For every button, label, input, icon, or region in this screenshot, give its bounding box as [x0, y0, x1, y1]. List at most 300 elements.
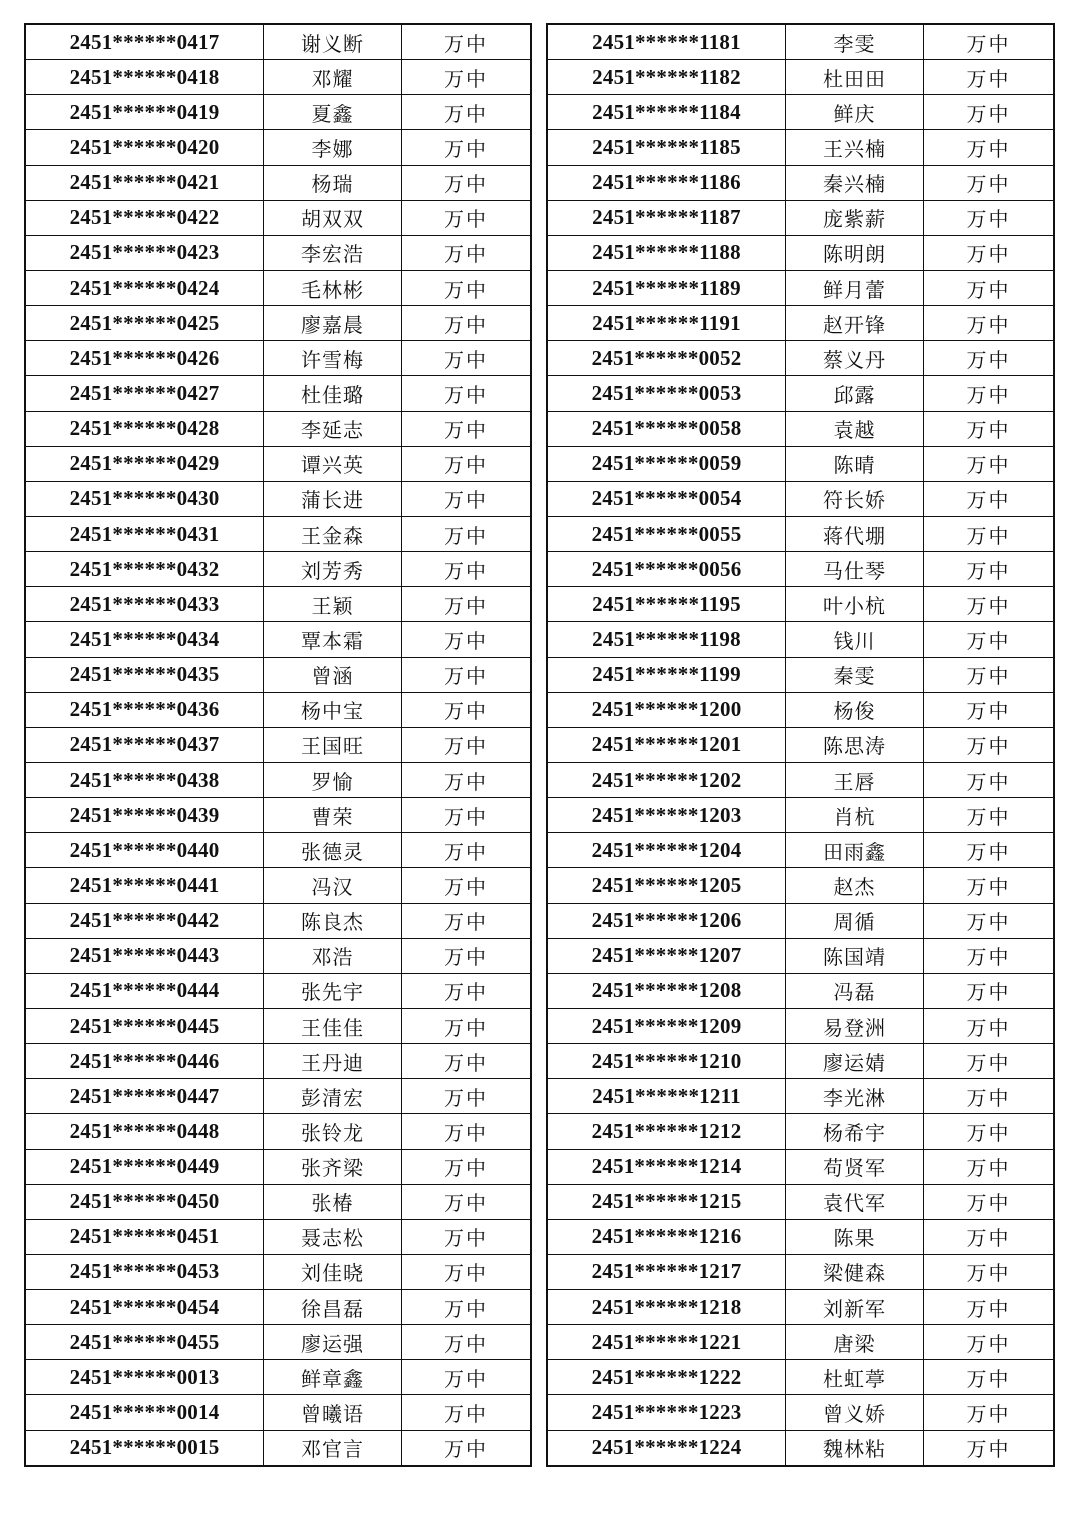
table-row [25, 1219, 531, 1254]
student-id-cell: 2451******0433 [25, 587, 264, 622]
student-id-cell: 2451******0055 [547, 516, 786, 551]
student-id-cell: 2451******1195 [547, 587, 786, 622]
school-cell: 万中 [924, 376, 1055, 411]
table-row [547, 798, 1054, 833]
student-name-cell: 李光淋 [786, 1079, 924, 1114]
student-name-cell: 曾曦语 [264, 1395, 402, 1430]
student-name-cell: 邓浩 [264, 938, 402, 973]
left-roster-table [24, 23, 532, 1467]
table-row [547, 552, 1054, 587]
student-id-cell: 2451******1200 [547, 692, 786, 727]
student-id-cell: 2451******0430 [25, 481, 264, 516]
student-name-cell: 曾义娇 [786, 1395, 924, 1430]
student-id-cell: 2451******0436 [25, 692, 264, 727]
student-id-cell: 2451******0453 [25, 1254, 264, 1289]
school-cell: 万中 [924, 411, 1055, 446]
table-row [25, 938, 531, 973]
table-row [547, 1430, 1054, 1466]
school-cell: 万中 [924, 24, 1055, 60]
table-row [547, 833, 1054, 868]
student-name-cell: 陈良杰 [264, 903, 402, 938]
student-name-cell: 徐昌磊 [264, 1290, 402, 1325]
school-cell: 万中 [924, 341, 1055, 376]
school-cell: 万中 [924, 165, 1055, 200]
student-name-cell: 许雪梅 [264, 341, 402, 376]
school-cell: 万中 [402, 622, 532, 657]
school-cell: 万中 [402, 1290, 532, 1325]
student-name-cell: 李娜 [264, 130, 402, 165]
student-id-cell: 2451******0438 [25, 762, 264, 797]
student-id-cell: 2451******1218 [547, 1290, 786, 1325]
school-cell: 万中 [924, 1325, 1055, 1360]
school-cell: 万中 [924, 235, 1055, 270]
student-id-cell: 2451******0427 [25, 376, 264, 411]
table-row [25, 1079, 531, 1114]
school-cell: 万中 [924, 1254, 1055, 1289]
student-name-cell: 刘新军 [786, 1290, 924, 1325]
school-cell: 万中 [402, 1008, 532, 1043]
school-cell: 万中 [924, 1290, 1055, 1325]
table-row [547, 306, 1054, 341]
school-cell: 万中 [402, 24, 532, 60]
student-id-cell: 2451******0449 [25, 1149, 264, 1184]
school-cell: 万中 [924, 657, 1055, 692]
student-name-cell: 唐梁 [786, 1325, 924, 1360]
table-row [547, 24, 1054, 60]
table-row [25, 1290, 531, 1325]
student-name-cell: 蒋代堋 [786, 516, 924, 551]
student-name-cell: 符长娇 [786, 481, 924, 516]
table-row [547, 587, 1054, 622]
school-cell: 万中 [402, 1254, 532, 1289]
left-roster-body [25, 24, 531, 1466]
school-cell: 万中 [924, 516, 1055, 551]
table-row [25, 727, 531, 762]
school-cell: 万中 [924, 727, 1055, 762]
student-name-cell: 杜虹葶 [786, 1360, 924, 1395]
table-row [25, 762, 531, 797]
student-id-cell: 2451******1212 [547, 1114, 786, 1149]
student-name-cell: 袁越 [786, 411, 924, 446]
school-cell: 万中 [924, 481, 1055, 516]
student-name-cell: 蒲长进 [264, 481, 402, 516]
student-id-cell: 2451******0455 [25, 1325, 264, 1360]
student-id-cell: 2451******1182 [547, 60, 786, 95]
student-id-cell: 2451******1221 [547, 1325, 786, 1360]
table-row [547, 1254, 1054, 1289]
student-name-cell: 魏林粘 [786, 1430, 924, 1466]
school-cell: 万中 [402, 306, 532, 341]
student-id-cell: 2451******0439 [25, 798, 264, 833]
table-row [547, 692, 1054, 727]
school-cell: 万中 [924, 868, 1055, 903]
table-row [547, 622, 1054, 657]
student-id-cell: 2451******1209 [547, 1008, 786, 1043]
student-name-cell: 杨希宇 [786, 1114, 924, 1149]
student-name-cell: 李宏浩 [264, 235, 402, 270]
student-id-cell: 2451******0420 [25, 130, 264, 165]
student-id-cell: 2451******0443 [25, 938, 264, 973]
table-row [25, 24, 531, 60]
table-row [547, 1219, 1054, 1254]
student-name-cell: 苟贤军 [786, 1149, 924, 1184]
student-id-cell: 2451******0434 [25, 622, 264, 657]
table-row [25, 973, 531, 1008]
school-cell: 万中 [924, 1430, 1055, 1466]
student-id-cell: 2451******1214 [547, 1149, 786, 1184]
table-row [25, 692, 531, 727]
school-cell: 万中 [924, 1184, 1055, 1219]
student-id-cell: 2451******0454 [25, 1290, 264, 1325]
student-name-cell: 秦雯 [786, 657, 924, 692]
table-row [547, 481, 1054, 516]
student-name-cell: 王兴楠 [786, 130, 924, 165]
student-name-cell: 杜田田 [786, 60, 924, 95]
table-row [25, 481, 531, 516]
student-id-cell: 2451******1206 [547, 903, 786, 938]
student-id-cell: 2451******0441 [25, 868, 264, 903]
student-id-cell: 2451******1188 [547, 235, 786, 270]
school-cell: 万中 [402, 1184, 532, 1219]
table-row [25, 235, 531, 270]
table-row [547, 95, 1054, 130]
student-name-cell: 廖运婧 [786, 1044, 924, 1079]
student-name-cell: 刘佳晓 [264, 1254, 402, 1289]
student-name-cell: 邓耀 [264, 60, 402, 95]
student-name-cell: 张德灵 [264, 833, 402, 868]
student-name-cell: 陈思涛 [786, 727, 924, 762]
student-name-cell: 李延志 [264, 411, 402, 446]
school-cell: 万中 [402, 1079, 532, 1114]
student-id-cell: 2451******0421 [25, 165, 264, 200]
student-id-cell: 2451******0423 [25, 235, 264, 270]
table-row [25, 376, 531, 411]
table-row [25, 1008, 531, 1043]
student-id-cell: 2451******0437 [25, 727, 264, 762]
school-cell: 万中 [924, 938, 1055, 973]
right-roster-table [546, 23, 1055, 1467]
student-id-cell: 2451******1224 [547, 1430, 786, 1466]
table-row [25, 60, 531, 95]
student-id-cell: 2451******0450 [25, 1184, 264, 1219]
student-name-cell: 邱露 [786, 376, 924, 411]
table-row [547, 60, 1054, 95]
school-cell: 万中 [924, 270, 1055, 305]
student-id-cell: 2451******1199 [547, 657, 786, 692]
student-id-cell: 2451******1202 [547, 762, 786, 797]
student-name-cell: 张先宇 [264, 973, 402, 1008]
student-name-cell: 覃本霜 [264, 622, 402, 657]
student-name-cell: 秦兴楠 [786, 165, 924, 200]
student-name-cell: 陈果 [786, 1219, 924, 1254]
student-id-cell: 2451******1181 [547, 24, 786, 60]
student-id-cell: 2451******1187 [547, 200, 786, 235]
school-cell: 万中 [924, 1114, 1055, 1149]
student-name-cell: 杨俊 [786, 692, 924, 727]
student-id-cell: 2451******1186 [547, 165, 786, 200]
student-id-cell: 2451******0059 [547, 446, 786, 481]
school-cell: 万中 [402, 938, 532, 973]
table-row [25, 1254, 531, 1289]
school-cell: 万中 [402, 411, 532, 446]
table-row [547, 411, 1054, 446]
school-cell: 万中 [402, 552, 532, 587]
school-cell: 万中 [402, 692, 532, 727]
student-name-cell: 曾涵 [264, 657, 402, 692]
student-name-cell: 夏鑫 [264, 95, 402, 130]
student-id-cell: 2451******0419 [25, 95, 264, 130]
table-row [25, 411, 531, 446]
student-name-cell: 王金森 [264, 516, 402, 551]
table-row [25, 1395, 531, 1430]
school-cell: 万中 [924, 306, 1055, 341]
table-row [547, 1290, 1054, 1325]
student-id-cell: 2451******0418 [25, 60, 264, 95]
student-id-cell: 2451******0444 [25, 973, 264, 1008]
student-name-cell: 谭兴英 [264, 446, 402, 481]
student-id-cell: 2451******1217 [547, 1254, 786, 1289]
student-id-cell: 2451******1198 [547, 622, 786, 657]
student-id-cell: 2451******0445 [25, 1008, 264, 1043]
table-row [547, 446, 1054, 481]
table-row [25, 903, 531, 938]
table-row [547, 1149, 1054, 1184]
school-cell: 万中 [402, 1430, 532, 1466]
school-cell: 万中 [402, 376, 532, 411]
student-name-cell: 张椿 [264, 1184, 402, 1219]
school-cell: 万中 [924, 130, 1055, 165]
table-row [547, 762, 1054, 797]
school-cell: 万中 [924, 622, 1055, 657]
school-cell: 万中 [402, 1360, 532, 1395]
student-id-cell: 2451******0422 [25, 200, 264, 235]
student-name-cell: 田雨鑫 [786, 833, 924, 868]
student-name-cell: 陈明朗 [786, 235, 924, 270]
school-cell: 万中 [924, 95, 1055, 130]
student-id-cell: 2451******1208 [547, 973, 786, 1008]
student-id-cell: 2451******0442 [25, 903, 264, 938]
student-name-cell: 袁代军 [786, 1184, 924, 1219]
school-cell: 万中 [402, 270, 532, 305]
table-row [547, 973, 1054, 1008]
right-roster-body [547, 24, 1054, 1466]
table-row [25, 552, 531, 587]
student-name-cell: 廖嘉晨 [264, 306, 402, 341]
table-row [547, 516, 1054, 551]
student-name-cell: 赵杰 [786, 868, 924, 903]
school-cell: 万中 [402, 1395, 532, 1430]
school-cell: 万中 [402, 587, 532, 622]
student-name-cell: 陈晴 [786, 446, 924, 481]
table-row [25, 1430, 531, 1466]
student-id-cell: 2451******0428 [25, 411, 264, 446]
table-row [547, 1325, 1054, 1360]
table-row [547, 1184, 1054, 1219]
school-cell: 万中 [402, 60, 532, 95]
school-cell: 万中 [924, 1008, 1055, 1043]
table-row [547, 1395, 1054, 1430]
school-cell: 万中 [924, 903, 1055, 938]
school-cell: 万中 [402, 1114, 532, 1149]
table-row [25, 798, 531, 833]
school-cell: 万中 [402, 516, 532, 551]
student-name-cell: 胡双双 [264, 200, 402, 235]
table-row [25, 165, 531, 200]
school-cell: 万中 [402, 341, 532, 376]
student-id-cell: 2451******0053 [547, 376, 786, 411]
student-id-cell: 2451******0447 [25, 1079, 264, 1114]
student-name-cell: 蔡义丹 [786, 341, 924, 376]
school-cell: 万中 [924, 60, 1055, 95]
student-name-cell: 易登洲 [786, 1008, 924, 1043]
student-id-cell: 2451******0448 [25, 1114, 264, 1149]
student-id-cell: 2451******0056 [547, 552, 786, 587]
table-row [547, 130, 1054, 165]
student-name-cell: 杜佳璐 [264, 376, 402, 411]
school-cell: 万中 [402, 1219, 532, 1254]
table-row [547, 868, 1054, 903]
table-row [25, 306, 531, 341]
student-id-cell: 2451******1201 [547, 727, 786, 762]
student-name-cell: 邓官言 [264, 1430, 402, 1466]
table-row [547, 235, 1054, 270]
student-name-cell: 王唇 [786, 762, 924, 797]
school-cell: 万中 [924, 1360, 1055, 1395]
student-name-cell: 马仕琴 [786, 552, 924, 587]
student-id-cell: 2451******0058 [547, 411, 786, 446]
table-row [25, 270, 531, 305]
student-id-cell: 2451******0013 [25, 1360, 264, 1395]
student-id-cell: 2451******1222 [547, 1360, 786, 1395]
school-cell: 万中 [402, 95, 532, 130]
school-cell: 万中 [924, 762, 1055, 797]
school-cell: 万中 [402, 446, 532, 481]
table-row [547, 1360, 1054, 1395]
student-id-cell: 2451******1205 [547, 868, 786, 903]
student-name-cell: 廖运强 [264, 1325, 402, 1360]
student-name-cell: 王佳佳 [264, 1008, 402, 1043]
table-row [547, 903, 1054, 938]
student-name-cell: 叶小杭 [786, 587, 924, 622]
student-name-cell: 王国旺 [264, 727, 402, 762]
school-cell: 万中 [924, 1149, 1055, 1184]
table-row [25, 833, 531, 868]
school-cell: 万中 [402, 200, 532, 235]
school-cell: 万中 [402, 1325, 532, 1360]
student-id-cell: 2451******0440 [25, 833, 264, 868]
student-name-cell: 鲜月蕾 [786, 270, 924, 305]
student-id-cell: 2451******1207 [547, 938, 786, 973]
school-cell: 万中 [402, 762, 532, 797]
student-id-cell: 2451******0054 [547, 481, 786, 516]
school-cell: 万中 [402, 1044, 532, 1079]
student-name-cell: 梁健森 [786, 1254, 924, 1289]
table-row [25, 1149, 531, 1184]
student-id-cell: 2451******0451 [25, 1219, 264, 1254]
school-cell: 万中 [924, 552, 1055, 587]
table-row [25, 587, 531, 622]
student-name-cell: 毛林彬 [264, 270, 402, 305]
school-cell: 万中 [924, 1044, 1055, 1079]
student-name-cell: 肖杭 [786, 798, 924, 833]
school-cell: 万中 [924, 798, 1055, 833]
student-id-cell: 2451******0424 [25, 270, 264, 305]
student-name-cell: 王颖 [264, 587, 402, 622]
student-name-cell: 鲜章鑫 [264, 1360, 402, 1395]
student-id-cell: 2451******1185 [547, 130, 786, 165]
table-row [547, 341, 1054, 376]
student-name-cell: 钱川 [786, 622, 924, 657]
school-cell: 万中 [924, 1219, 1055, 1254]
school-cell: 万中 [924, 692, 1055, 727]
table-row [25, 1114, 531, 1149]
student-id-cell: 2451******1203 [547, 798, 786, 833]
table-row [25, 1360, 531, 1395]
table-row [547, 1044, 1054, 1079]
student-name-cell: 赵开锋 [786, 306, 924, 341]
school-cell: 万中 [402, 130, 532, 165]
table-row [25, 868, 531, 903]
school-cell: 万中 [402, 973, 532, 1008]
table-row [547, 1008, 1054, 1043]
student-id-cell: 2451******0014 [25, 1395, 264, 1430]
student-id-cell: 2451******1210 [547, 1044, 786, 1079]
table-row [547, 165, 1054, 200]
student-id-cell: 2451******0417 [25, 24, 264, 60]
table-row [25, 1184, 531, 1219]
table-row [25, 516, 531, 551]
student-id-cell: 2451******1211 [547, 1079, 786, 1114]
student-name-cell: 刘芳秀 [264, 552, 402, 587]
student-id-cell: 2451******1184 [547, 95, 786, 130]
table-row [547, 1079, 1054, 1114]
student-id-cell: 2451******0015 [25, 1430, 264, 1466]
student-name-cell: 杨中宝 [264, 692, 402, 727]
table-row [547, 376, 1054, 411]
school-cell: 万中 [402, 798, 532, 833]
student-id-cell: 2451******1215 [547, 1184, 786, 1219]
school-cell: 万中 [402, 1149, 532, 1184]
student-id-cell: 2451******0425 [25, 306, 264, 341]
school-cell: 万中 [402, 868, 532, 903]
student-name-cell: 杨瑞 [264, 165, 402, 200]
table-row [25, 1325, 531, 1360]
table-row [547, 657, 1054, 692]
student-id-cell: 2451******0431 [25, 516, 264, 551]
student-name-cell: 周循 [786, 903, 924, 938]
table-row [25, 657, 531, 692]
student-id-cell: 2451******0432 [25, 552, 264, 587]
school-cell: 万中 [924, 587, 1055, 622]
table-row [25, 1044, 531, 1079]
table-row [25, 200, 531, 235]
student-name-cell: 冯磊 [786, 973, 924, 1008]
student-name-cell: 聂志松 [264, 1219, 402, 1254]
student-name-cell: 谢义断 [264, 24, 402, 60]
student-name-cell: 陈国靖 [786, 938, 924, 973]
student-name-cell: 王丹迪 [264, 1044, 402, 1079]
student-id-cell: 2451******1223 [547, 1395, 786, 1430]
school-cell: 万中 [924, 1395, 1055, 1430]
student-id-cell: 2451******0052 [547, 341, 786, 376]
school-cell: 万中 [924, 200, 1055, 235]
table-row [547, 200, 1054, 235]
school-cell: 万中 [402, 165, 532, 200]
table-row [25, 95, 531, 130]
school-cell: 万中 [924, 833, 1055, 868]
table-row [25, 341, 531, 376]
table-row [25, 130, 531, 165]
